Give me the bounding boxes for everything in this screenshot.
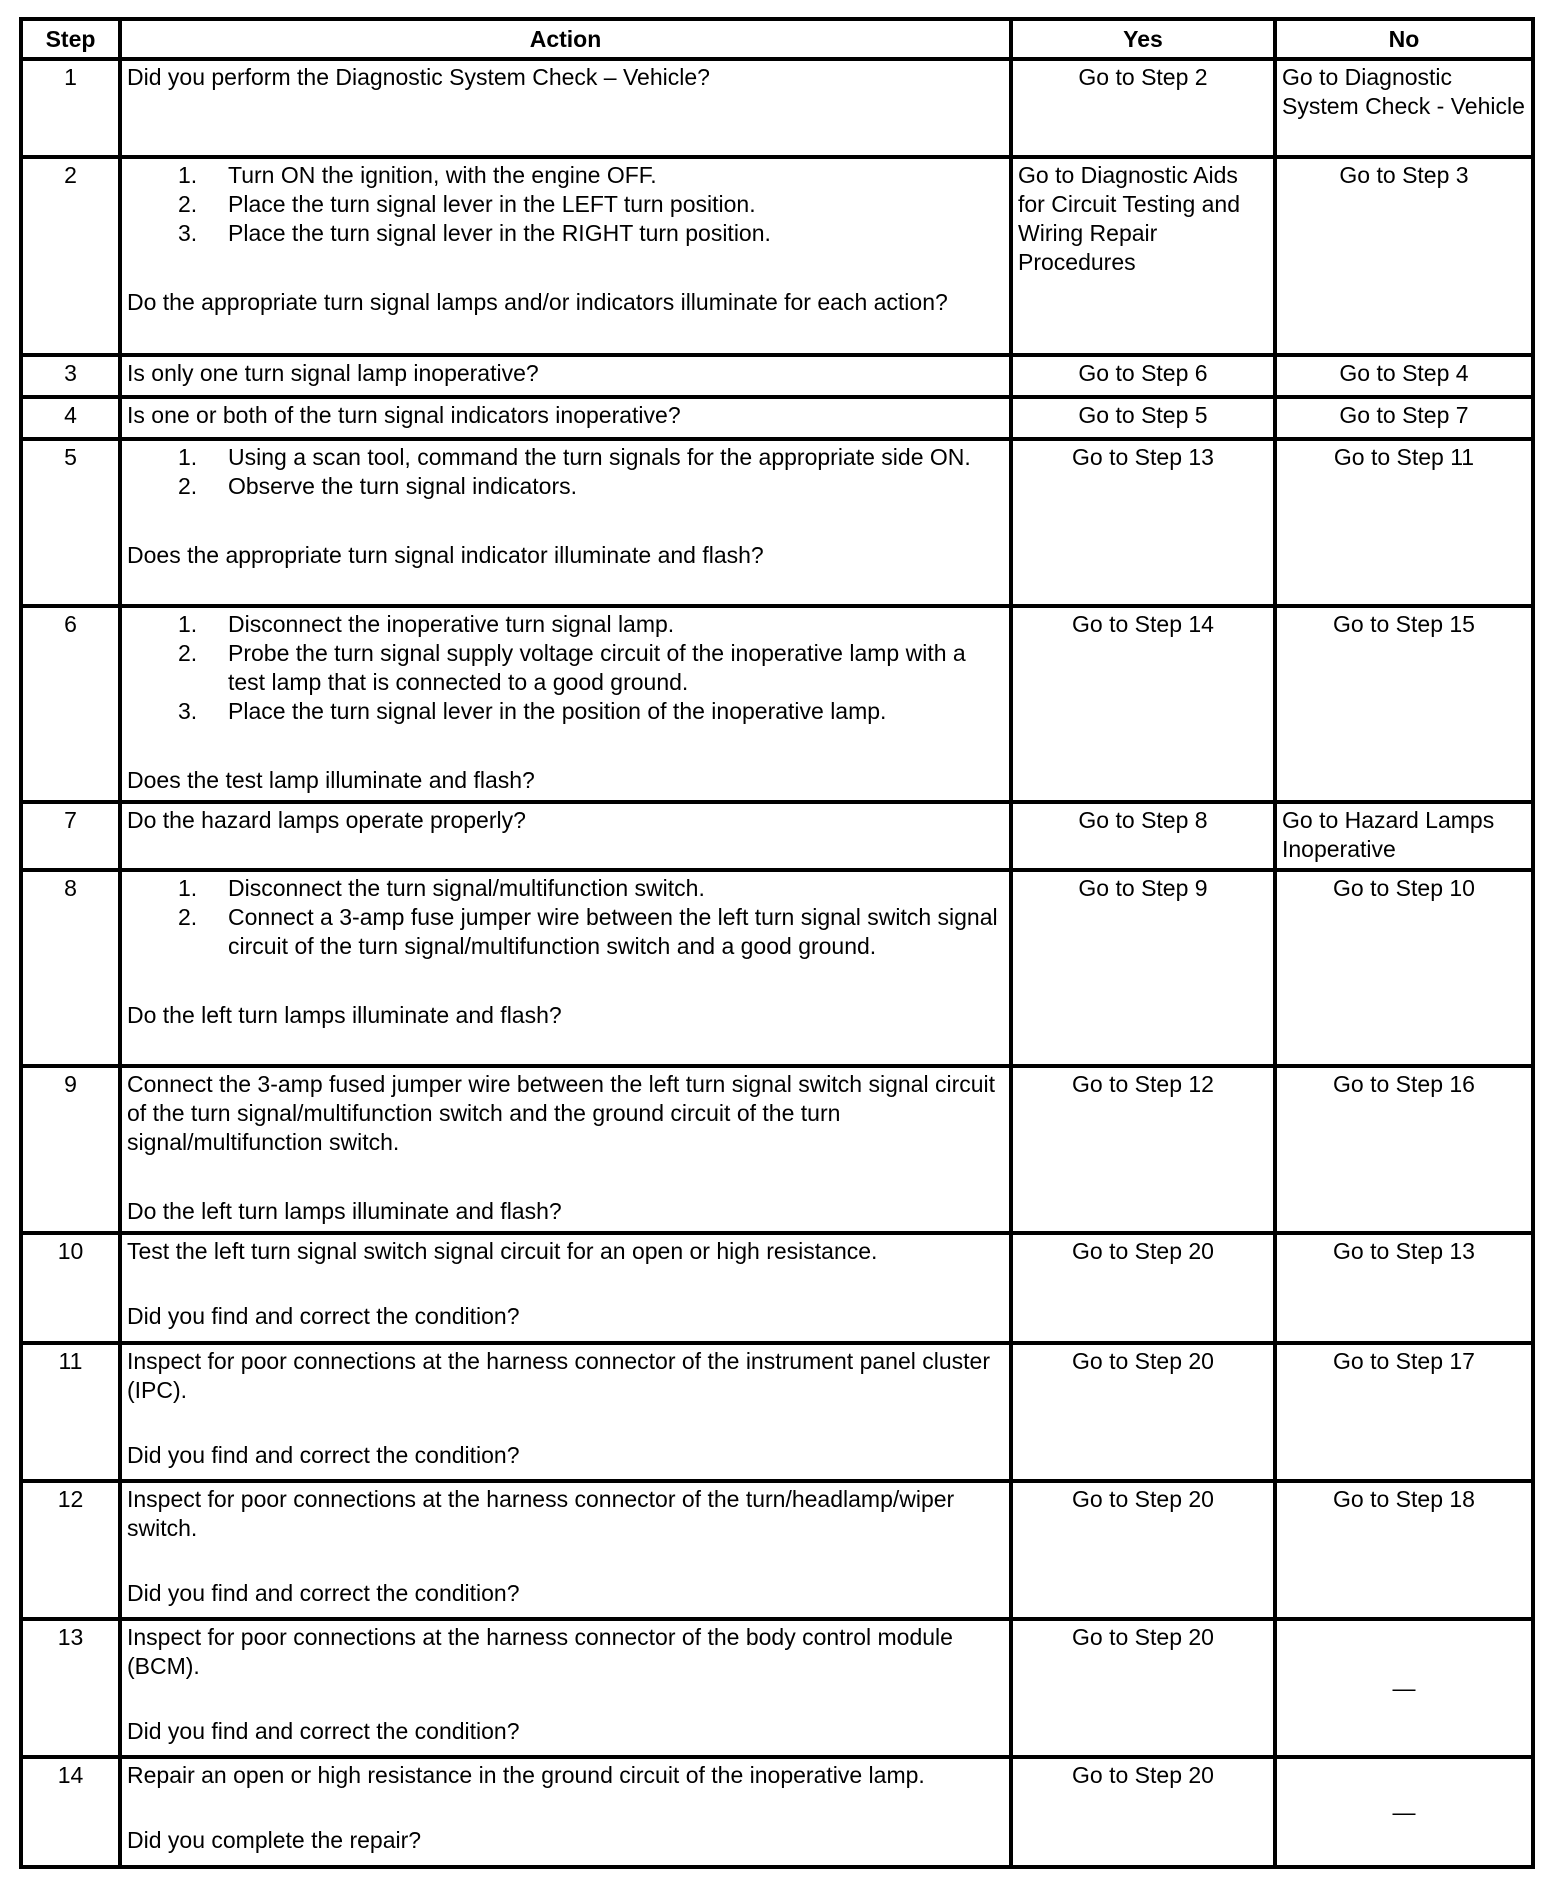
no-cell: Go to Hazard Lamps Inoperative [1275, 802, 1533, 870]
action-cell [120, 802, 1011, 870]
action-text: Inspect for poor connections at the harness connector of the instrument panel cluster (IPC). [127, 1348, 990, 1403]
action-cell [120, 606, 1011, 802]
header-no: No [1275, 19, 1533, 59]
action-text: Do the hazard lamps operate properly? [127, 807, 526, 833]
action-question: Did you complete the repair? [127, 1827, 422, 1853]
action-question: Did you find and correct the condition? [127, 1303, 520, 1329]
step-number: 5 [21, 439, 120, 606]
table-row [21, 1619, 1533, 1757]
table-row [21, 1343, 1533, 1481]
action-question: Did you find and correct the condition? [127, 1442, 520, 1468]
step-number: 2 [21, 157, 120, 355]
action-text: Test the left turn signal switch signal circuit for an open or high resistance. [127, 1238, 878, 1264]
table-row [21, 1066, 1533, 1233]
yes-cell: Go to Step 5 [1011, 397, 1275, 439]
no-cell: Go to Step 10 [1275, 870, 1533, 1066]
list-item-text: Disconnect the turn signal/multifunction switch. [228, 875, 705, 901]
list-item: 1. Turn ON the ignition, with the engine OFF. [178, 162, 657, 188]
list-item-text: Place the turn signal lever in the LEFT turn position. [228, 191, 756, 217]
action-question: Do the left turn lamps illuminate and flash? [127, 1002, 562, 1028]
list-item: 1. Disconnect the inoperative turn signal lamp. [178, 611, 675, 637]
step-number: 3 [21, 355, 120, 397]
action-text: Repair an open or high resistance in the ground circuit of the inoperative lamp. [127, 1762, 925, 1788]
header-step: Step [21, 19, 120, 59]
yes-cell: Go to Step 9 [1011, 870, 1275, 1066]
action-text: Is one or both of the turn signal indicators inoperative? [127, 402, 681, 428]
list-item-text: Place the turn signal lever in the position of the inoperative lamp. [228, 698, 887, 724]
no-cell: Go to Step 7 [1275, 397, 1533, 439]
step-number: 6 [21, 606, 120, 802]
table-row [21, 802, 1533, 870]
yes-cell: Go to Diagnostic Aids for Circuit Testing and Wiring Repair Procedures [1011, 157, 1275, 355]
yes-cell: Go to Step 6 [1011, 355, 1275, 397]
action-cell [120, 1066, 1011, 1233]
no-cell: Go to Step 18 [1275, 1481, 1533, 1619]
yes-cell: Go to Step 8 [1011, 802, 1275, 870]
step-number: 12 [21, 1481, 120, 1619]
action-cell [120, 355, 1011, 397]
no-cell: Go to Diagnostic System Check - Vehicle [1275, 59, 1533, 157]
step-number: 1 [21, 59, 120, 157]
table-header-row [21, 19, 1533, 59]
yes-cell: Go to Step 12 [1011, 1066, 1275, 1233]
no-cell: Go to Step 11 [1275, 439, 1533, 606]
list-item-text: Disconnect the inoperative turn signal lamp. [228, 611, 675, 637]
list-item: 3. Place the turn signal lever in the position of the inoperative lamp. [178, 698, 887, 724]
step-number: 8 [21, 870, 120, 1066]
no-cell: Go to Step 13 [1275, 1233, 1533, 1343]
diagnostic-table [19, 17, 1535, 1869]
list-item-text: Using a scan tool, command the turn signals for the appropriate side ON. [228, 444, 971, 470]
no-cell: Go to Step 16 [1275, 1066, 1533, 1233]
list-item: 3. Place the turn signal lever in the RIGHT turn position. [178, 220, 771, 246]
yes-cell: Go to Step 20 [1011, 1233, 1275, 1343]
yes-cell: Go to Step 20 [1011, 1757, 1275, 1867]
action-steps-list [127, 610, 1004, 726]
action-question: Did you find and correct the condition? [127, 1718, 520, 1744]
action-text: Is only one turn signal lamp inoperative? [127, 360, 539, 386]
step-number: 7 [21, 802, 120, 870]
no-cell: Go to Step 4 [1275, 355, 1533, 397]
step-number: 14 [21, 1757, 120, 1867]
yes-cell: Go to Step 2 [1011, 59, 1275, 157]
step-number: 4 [21, 397, 120, 439]
step-number: 10 [21, 1233, 120, 1343]
list-item-text: Turn ON the ignition, with the engine OFF. [228, 162, 657, 188]
no-cell: — [1275, 1757, 1533, 1867]
action-question: Did you find and correct the condition? [127, 1580, 520, 1606]
list-item-text: Place the turn signal lever in the RIGHT turn position. [228, 220, 771, 246]
list-item-text: Observe the turn signal indicators. [228, 473, 578, 499]
list-item: 1. Using a scan tool, command the turn signals for the appropriate side ON. [178, 444, 971, 470]
list-item-text: Connect a 3-amp fuse jumper wire between the left turn signal switch signal circuit of the turn signal/multifunction switch and a good ground. [228, 904, 998, 959]
action-question: Do the appropriate turn signal lamps and/or indicators illuminate for each action? [127, 289, 948, 315]
table-row [21, 59, 1533, 157]
no-cell: — [1275, 1619, 1533, 1757]
action-cell [120, 1343, 1011, 1481]
action-cell [120, 1757, 1011, 1867]
action-cell [120, 59, 1011, 157]
table-row [21, 355, 1533, 397]
table-row [21, 606, 1533, 802]
list-item-text: Probe the turn signal supply voltage circuit of the inoperative lamp with a test lamp that is connected to a good ground. [228, 640, 966, 695]
yes-cell: Go to Step 20 [1011, 1619, 1275, 1757]
step-number: 11 [21, 1343, 120, 1481]
no-cell: Go to Step 15 [1275, 606, 1533, 802]
yes-cell: Go to Step 20 [1011, 1481, 1275, 1619]
action-cell [120, 157, 1011, 355]
action-text: Inspect for poor connections at the harness connector of the body control module (BCM). [127, 1624, 953, 1679]
yes-cell: Go to Step 14 [1011, 606, 1275, 802]
table-row [21, 870, 1533, 1066]
table-row [21, 1481, 1533, 1619]
action-cell [120, 1233, 1011, 1343]
table-row [21, 397, 1533, 439]
list-item: 2. Place the turn signal lever in the LEFT turn position. [178, 191, 756, 217]
yes-cell: Go to Step 20 [1011, 1343, 1275, 1481]
table-row [21, 1757, 1533, 1867]
step-number: 9 [21, 1066, 120, 1233]
table-row [21, 157, 1533, 355]
action-cell [120, 439, 1011, 606]
action-text: Did you perform the Diagnostic System Check – Vehicle? [127, 64, 710, 90]
step-number: 13 [21, 1619, 120, 1757]
no-cell: Go to Step 3 [1275, 157, 1533, 355]
action-cell [120, 1619, 1011, 1757]
list-item: 2. Connect a 3-amp fuse jumper wire between the left turn signal switch signal circuit of the turn signal/multifunction switch and a good ground. [178, 904, 998, 959]
header-action: Action [120, 19, 1011, 59]
action-cell [120, 870, 1011, 1066]
action-cell [120, 1481, 1011, 1619]
action-question: Does the appropriate turn signal indicator illuminate and flash? [127, 542, 764, 568]
table-row [21, 439, 1533, 606]
action-text: Connect the 3-amp fused jumper wire between the left turn signal switch signal circuit of the turn signal/multifunction switch and the ground circuit of the turn signal/multifunction switch. [127, 1071, 996, 1155]
no-cell: Go to Step 17 [1275, 1343, 1533, 1481]
action-steps-list [127, 443, 1004, 501]
list-item: 1. Disconnect the turn signal/multifunction switch. [178, 875, 705, 901]
list-item: 2. Probe the turn signal supply voltage circuit of the inoperative lamp with a test lamp that is connected to a good ground. [178, 640, 966, 695]
list-item: 2. Observe the turn signal indicators. [178, 473, 578, 499]
table-row [21, 1233, 1533, 1343]
yes-cell: Go to Step 13 [1011, 439, 1275, 606]
action-steps-list [127, 161, 1004, 248]
action-cell [120, 397, 1011, 439]
action-text: Inspect for poor connections at the harness connector of the turn/headlamp/wiper switch. [127, 1486, 955, 1541]
header-yes: Yes [1011, 19, 1275, 59]
action-question: Do the left turn lamps illuminate and flash? [127, 1198, 562, 1224]
action-question: Does the test lamp illuminate and flash? [127, 767, 535, 793]
action-steps-list [127, 874, 1004, 961]
diagnostic-table-container [19, 17, 1531, 1869]
